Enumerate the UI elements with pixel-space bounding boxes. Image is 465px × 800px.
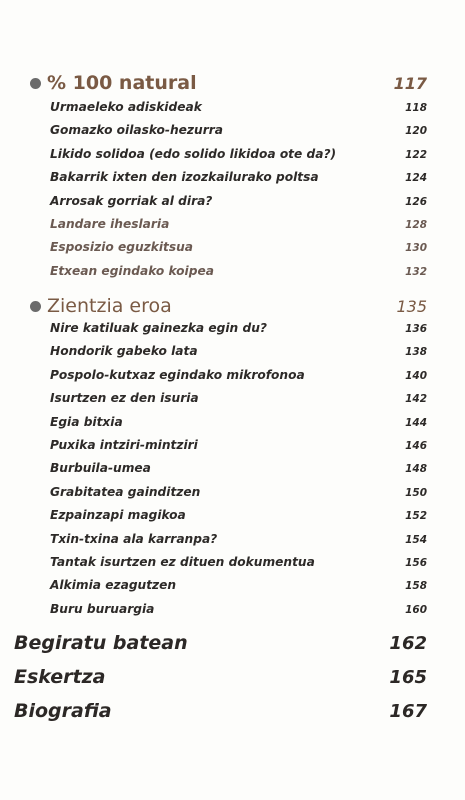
toc-entry[interactable]	[50, 123, 427, 146]
chapter-entry[interactable]	[14, 666, 427, 688]
toc-entry[interactable]	[50, 438, 427, 461]
entry-page: 160	[405, 603, 427, 616]
entry-title: Burbuila-umea	[50, 461, 151, 476]
entry-page: 128	[405, 218, 427, 231]
toc-entry[interactable]	[50, 485, 427, 508]
toc-entry[interactable]	[50, 391, 427, 414]
chapter-page-number: 165	[389, 667, 427, 688]
toc-entry[interactable]	[50, 344, 427, 367]
entry-page: 124	[405, 172, 427, 185]
toc-entry[interactable]	[50, 240, 427, 263]
entry-page: 150	[405, 486, 427, 499]
entry-title: Txin-txina ala karranpa?	[50, 531, 218, 546]
section-entries	[50, 100, 427, 287]
toc-entry[interactable]	[50, 555, 427, 578]
entry-title: Alkimia ezagutzen	[50, 578, 177, 593]
entry-title: Grabitatea gainditzen	[50, 484, 201, 499]
entry-page: 118	[405, 102, 427, 114]
entry-page: 154	[405, 533, 427, 546]
entry-page: 146	[405, 439, 427, 452]
bullet-icon	[30, 78, 41, 89]
toc-entry[interactable]	[50, 194, 427, 217]
toc-entry[interactable]	[50, 321, 427, 344]
entry-page: 148	[405, 463, 427, 476]
entry-title: Egia bitxia	[50, 414, 123, 429]
entry-page: 120	[405, 125, 427, 138]
entry-page: 122	[405, 148, 427, 161]
toc-entry[interactable]	[50, 100, 427, 123]
entry-title: Buru buruargia	[50, 601, 155, 616]
entry-title: Nire katiluak gainezka egin du?	[50, 321, 267, 335]
entry-page: 158	[405, 580, 427, 593]
section-entries	[50, 321, 427, 625]
toc-entry[interactable]	[50, 264, 427, 287]
entry-page: 140	[405, 369, 427, 382]
toc-entry[interactable]	[50, 602, 427, 625]
entry-title: Isurtzen ez den isuria	[50, 391, 199, 406]
chapter-page-number: 162	[389, 633, 427, 654]
entry-title: Bakarrik ixten den izozkailurako poltsa	[50, 170, 319, 185]
entry-title: Hondorik gabeko lata	[50, 344, 198, 359]
toc-entry[interactable]	[50, 217, 427, 240]
entry-title: Puxika intziri-mintziri	[50, 437, 198, 452]
toc-entry[interactable]	[50, 415, 427, 438]
entry-title: Likido solidoa (edo solido likidoa ote da?)	[50, 146, 337, 161]
toc-entry[interactable]	[50, 578, 427, 601]
chapter-entry[interactable]	[14, 700, 427, 722]
entry-title: Esposizio eguzkitsua	[50, 240, 194, 255]
entry-title: Pospolo-kutxaz egindako mikrofonoa	[50, 367, 305, 382]
chapter-title: Biografia	[14, 700, 112, 722]
chapter-title: Eskertza	[14, 666, 106, 688]
section-title: % 100 natural	[47, 72, 197, 94]
entry-page: 152	[405, 510, 427, 523]
entry-title: Urmaeleko adiskideak	[50, 100, 202, 114]
bullet-icon	[30, 301, 41, 312]
entry-page: 138	[405, 346, 427, 359]
entry-page: 136	[405, 323, 427, 335]
section-heading	[30, 72, 427, 94]
entry-page: 142	[405, 393, 427, 406]
toc-entry[interactable]	[50, 532, 427, 555]
section-page-number: 135	[396, 296, 427, 316]
entry-page: 144	[405, 416, 427, 429]
entry-page: 126	[405, 195, 427, 208]
toc-entry[interactable]	[50, 461, 427, 484]
toc-entry[interactable]	[50, 508, 427, 531]
toc-entry[interactable]	[50, 147, 427, 170]
entry-title: Etxean egindako koipea	[50, 263, 214, 278]
entry-title: Gomazko oilasko-hezurra	[50, 123, 223, 138]
entry-page: 130	[405, 242, 427, 255]
entry-title: Landare iheslaria	[50, 216, 170, 231]
section-title: Zientzia eroa	[47, 295, 172, 317]
section-heading	[30, 295, 427, 317]
entry-title: Arrosak gorriak al dira?	[50, 193, 213, 208]
chapter-title: Begiratu batean	[14, 632, 188, 654]
entry-title: Ezpainzapi magikoa	[50, 508, 186, 523]
toc-entry[interactable]	[50, 368, 427, 391]
entry-page: 156	[405, 556, 427, 569]
chapter-entry[interactable]	[14, 632, 427, 654]
entry-page: 132	[405, 265, 427, 278]
chapter-page-number: 167	[389, 701, 427, 722]
section-page-number: 117	[393, 73, 427, 93]
entry-title: Tantak isurtzen ez dituen dokumentua	[50, 554, 315, 569]
toc-entry[interactable]	[50, 170, 427, 193]
